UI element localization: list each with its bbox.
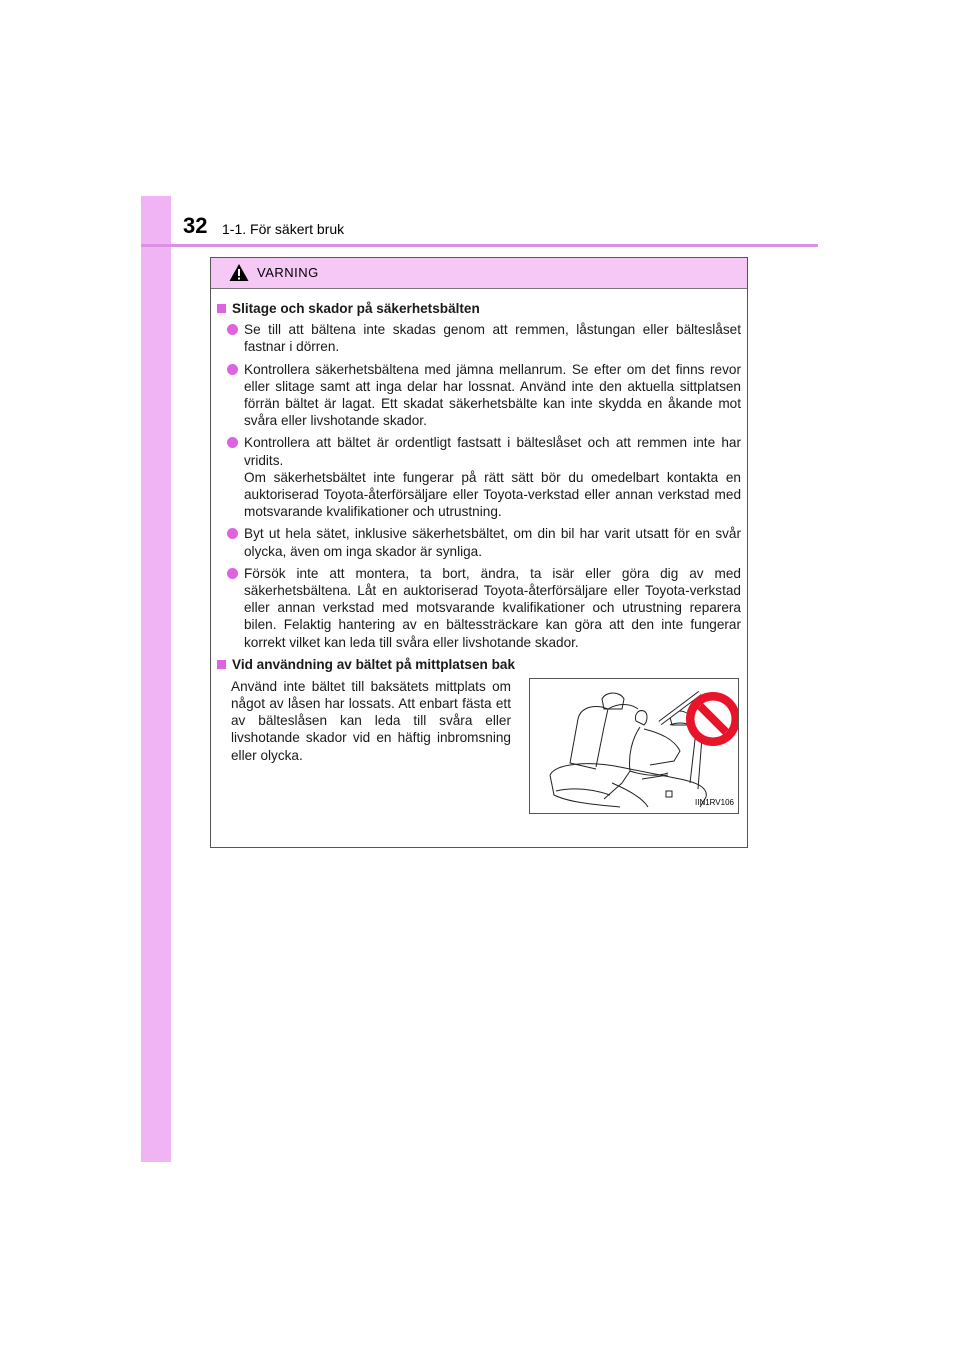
square-bullet-icon [217,660,226,669]
section-paragraph: Använd inte bältet till baksätets mittplats om något av låsen har lossats. Att enbart fästa ett av bälteslåsen kan leda till svåra eller livshotande skador vid en häftig inbromsning eller olycka. [231,678,511,763]
bullet-dot-icon [227,528,238,539]
square-bullet-icon [217,304,226,313]
warning-label: VARNING [257,265,319,280]
list-item [227,321,741,355]
seatbelt-illustration [529,678,739,814]
list-item-text: Kontrollera säkerhetsbältena med jämna mellanrum. Se efter om det finns revor eller slitage samt att inga delar har lossnat. Använd inte den aktuella sittplatsen förrän bältet är lagat. Ett skadat säkerhetsbälte kan inte skydda en åkande mot svåra eller livshotande skador. [244,361,741,429]
side-tab-strip [141,196,171,1162]
bullet-dot-icon [227,437,238,448]
section-heading [217,300,741,317]
list-item-text: Om säkerhetsbältet inte fungerar på rätt sätt bör du omedelbart kontakta en auktoriserad Toyota-återförsäljare eller Toyota-verkstad eller annan verkstad med motsvarande kvalifikationer och utrustning. [244,469,741,520]
list-item-text: Försök inte att montera, ta bort, ändra, ta isär eller göra dig av med säkerhetsbältena. Låt en auktoriserad Toyota-återförsäljare eller Toyota-verkstad eller annan verkstad med motsvarande kvalifikationer och utrustning reparera bilen. Felaktig hantering av en bältessträckare kan göra att den inte fungerar korrekt vilket kan leda till svåra eller livshotande skador. [244,565,741,650]
list-item-text: Se till att bältena inte skadas genom att remmen, låstungan eller bälteslåset fastnar i dörren. [244,322,741,355]
list-item-text: Kontrollera att bältet är ordentligt fastsatt i bälteslåset och att remmen inte har vridits. [244,435,741,468]
list-item [227,434,741,520]
rear-center-section [217,656,741,807]
page-number: 32 [183,213,208,238]
illustration-code: IIN1RV106 [695,797,734,807]
section-heading [217,656,741,673]
section-heading-text: Slitage och skador på säkerhetsbälten [232,301,480,316]
warning-content [217,300,741,807]
bullet-dot-icon [227,364,238,375]
bullet-dot-icon [227,324,238,335]
warning-header [211,258,747,289]
bullet-dot-icon [227,568,238,579]
warning-box [210,257,748,848]
section-heading-text: Vid användning av bältet på mittplatsen bak [232,656,516,672]
header-rule [141,244,818,247]
list-item [227,361,741,430]
warning-triangle-icon [229,263,249,282]
list-item-text: Byt ut hela sätet, inklusive säkerhetsbältet, om din bil har varit utsatt för en svår olycka, även om inga skador är synliga. [244,526,741,559]
section-title: 1-1. För säkert bruk [222,221,345,237]
list-item [227,525,741,559]
list-item [227,565,741,651]
prohibition-icon [686,692,738,746]
